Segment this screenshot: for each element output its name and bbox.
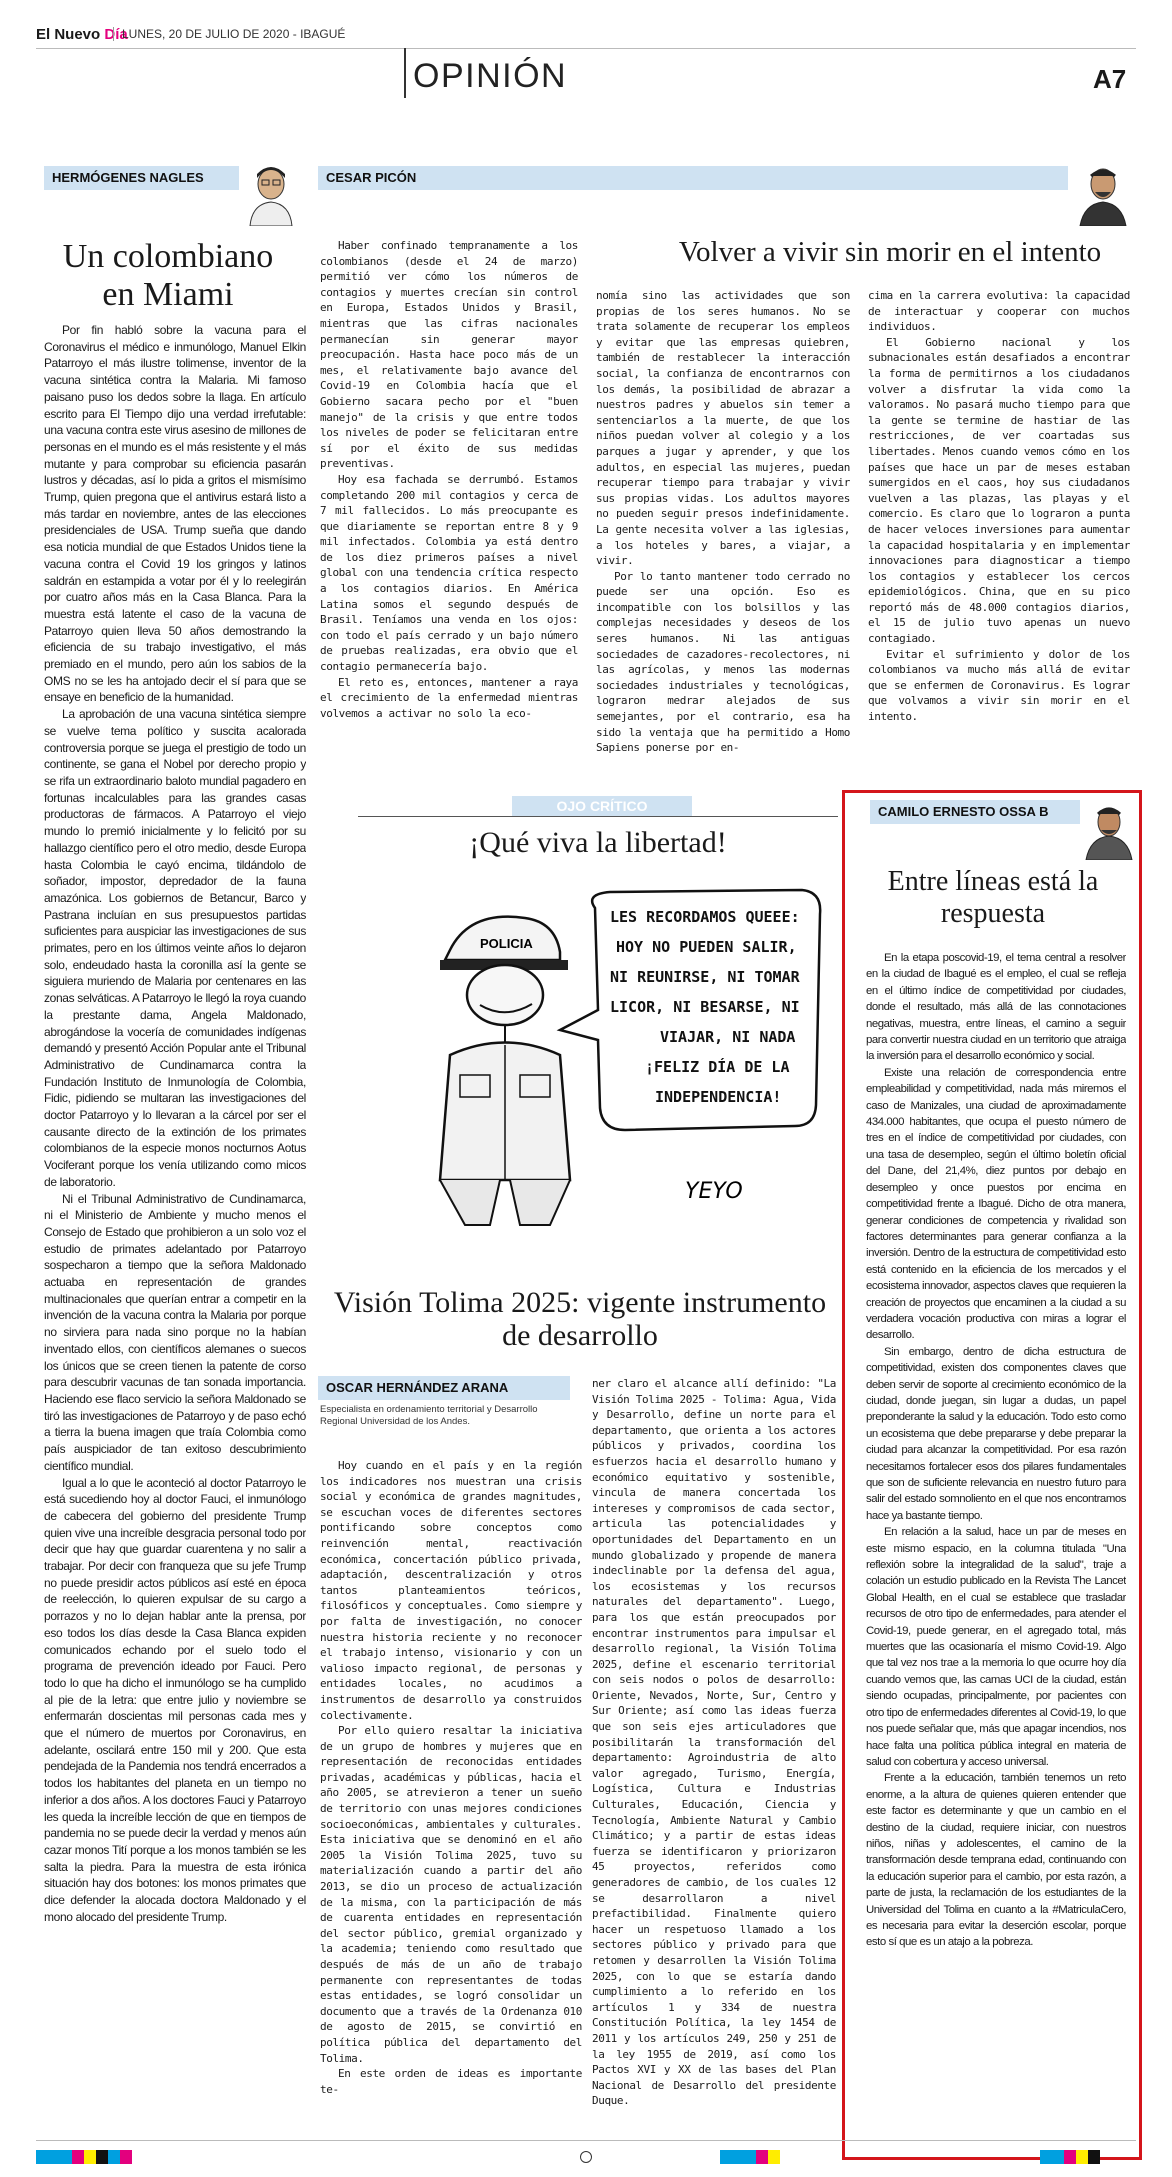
section-bracket	[404, 48, 406, 98]
bubble-line: VIAJAR, NI NADA	[660, 1028, 796, 1046]
paragraph: La aprobación de una vacuna sintética siempre se vuelve tema político y suscita acalorada controversia porque se juega el prestigio de todo un continente, se gana el Nobel por derecho propio y se rifa un extraordinario baloto mundial pagadero en fortunas incalculables para las grandes casas productoras de fármacos. A Patarroyo el viejo mundo lo premió inicialmente y lo felicitó por su hallazgo científico pero el otro medio, desde Europa hasta Colombia le cayó encima, tildándolo de soñador, impostor, depredador de la fauna amazónica. Los gobiernos de Betancur, Barco y Pastrana incluían en sus presupuestos partidas suficientes para auspiciar las investigaciones de sus primates, pero en los últimos veinte años lo dejaron solo, endeudado hasta la coronilla así la gente se siguiera muriendo de Malaria por centenares en las zonas selváticas. A Patarroyo le llegó la roya cuando la prestante dama, Angela Maldonado, abrogándose la vocería de comunidades indígenas demandó y presentó Acción Popular ante el Tribunal Administrativo de Cundinamarca contra la Fundación Instituto de Inmunología de Colombia, Fidic, pidiendo se multaran las investigaciones del doctor Patarroyo y lo llevaran a la cárcel por ser el causante directo de la extinción de los primates colombianos de la especie monos nocturnos Aotus Vociferant porque los venía utilizando como micos de laboratorio.	[44, 707, 306, 1189]
section-label-ojo-critico: OJO CRÍTICO	[512, 796, 692, 816]
article3-col1	[320, 1458, 582, 2128]
paragraph: El reto es, entonces, mantener a raya el crecimiento de la enfermedad mientras volvemos a activar no solo la eco-	[320, 675, 578, 720]
author-portrait	[1082, 800, 1136, 860]
cartoonist-signature: YEYO	[685, 1179, 743, 1204]
article2-col1	[320, 238, 578, 764]
cartoon-illustration	[410, 880, 830, 1240]
paragraph: nomía sino las actividades que son propias de los seres humanos. No se trata solamente de recuperar los empleos y evitar que las empresas quiebren, también de restablecer la interacción social, la confianza de encontrarnos con los demás, la posibilidad de abrazar a nuestros padres y abuelos sin temer a sentenciarlos a la muerte, de que los niños puedan volver al colegio y a los parques a jugar y aprender, y que los adultos, en especial las mujeres, puedan recuperar tiempo para trabajar y vivir sus propias vidas. Los adultos mayores no pueden seguir presos indefinidamente. La gente necesita volver a las iglesias, a los hoteles y bares, a viajar, a vivir.	[596, 289, 850, 568]
paragraph: Existe una relación de correspondencia entre empleabilidad y competitividad, nada más miremos el caso de Manizales, una ciudad de aproximadamente 434.000 habitantes, que ocupa el puesto número de tres en el índice de competitividad por ciudades, con una tasa de desempleo, según el último boletín oficial del Dane, del 21,4%, diez puntos por debajo en desempleo y once puestos por encima en competitividad frente a Ibagué. Dicho de otra manera, generar condiciones de competencia y rivalidad son factores determinantes para generar confianza a la inversión. Dentro de la estructura de competitividad esto está contenido en la eficiencia de los mercados y el ecosistema innovador, aspectos claves que requieren la creación de proyectos que encaminen a la ciudad a su verdadera vocación productiva con miras a lograr el desarrollo.	[866, 1066, 1126, 1342]
bubble-line: HOY NO PUEDEN SALIR,	[616, 938, 797, 956]
author-name: CESAR PICÓN	[326, 170, 417, 185]
paragraph: Evitar el sufrimiento y dolor de los colombianos va mucho más allá de evitar que se enfermen de Coronavirus. Es lograr que volvamos a vivir sin morir en el intento.	[868, 647, 1130, 724]
color-bar	[1088, 2150, 1100, 2164]
cap-text: POLICIA	[480, 936, 533, 951]
color-bar	[96, 2150, 108, 2164]
bubble-line: LICOR, NI BESARSE, NI	[610, 998, 800, 1016]
paragraph: El Gobierno nacional y los subnacionales están desafiados a encontrar la forma de permitirnos a los ciudadanos volver a disfrutar la vida como la valoramos. No pasará mucho tiempo para que la gente se termine de hastiar de las restricciones, de ver coartadas sus libertades. Menos cuando vemos cómo en los países que hace un par de meses estaban sumergidos en el caos, hoy sus ciudadanos vuelven a las plazas, las playas y el comercio. Es claro que lo lograron a punta de hacer veloces inversiones para aumentar la capacidad hospitalaria y en implementar innovaciones para diagnosticar a tiempo los contagios y establecer los cercos epidemiológicos. China, que en su pico reportó más de 48.000 contagios diarios, el 15 de julio tuvo apenas un nuevo contagiado.	[868, 335, 1130, 646]
dateline: LUNES, 20 DE JULIO DE 2020 - IBAGUÉ	[113, 27, 345, 41]
portrait-illustration	[244, 160, 298, 226]
paragraph: Por fin habló sobre la vacuna para el Coronavirus el médico e inmunólogo, Manuel Elkin Patarroyo el más ilustre tolimense, inventor de la vacuna sintética contra la Malaria. Mi famoso paisano puso los dedos sobre la llaga. En artículo escrito para El Tiempo dijo una verdad irrefutable: una vacuna contra este virus asesino de millones de personas en el mundo es el más resistente y el más mutante y para comprobar su eficiencia pasarán lustros y décadas, así lo pida a gritos el mismísimo Trump, quien pregona que el antivirus estará listo a más tardar en noviembre, antes de las elecciones presidenciales de USA. Trump sueña que dando esa noticia mundial de que Estados Unidos tiene la vacuna contra el Covid 19 los gringos y latinos saldrán en estampida a votar por él y lo reelegirán por cuatro años más en la Casa Blanca. Para la muestra está latente el caso de la vacuna de Patarroyo quien lleva 50 años demostrando la eficiencia de su trabajo investigativo, el más premiado en el mundo, pero aún los sabios de la OMS no se les ha antojado decir el sí para que se ensaye en beneficio de la humanidad.	[44, 323, 306, 705]
paragraph: Frente a la educación, también tenemos un reto enorme, a la altura de quienes quieren entender que este factor es determinante y que un cambio en el destino de la ciudad, requiere iniciar, con nuestros niños, niñas y adolescentes, el camino de la transformación desde temprana edad, continuando con la educación superior para el cambio, por esta razón, a parte de justa, la reclamación de los estudiantes de la Universidad del Tolima en cuanto a la #MatriculaCero, es necesaria para evitar la deserción escolar, porque esto sí que es un atajo a la pobreza.	[866, 1772, 1126, 1949]
author-name: CAMILO ERNESTO OSSA B	[878, 804, 1049, 819]
page-number: A7	[1093, 64, 1127, 94]
paragraph: Ni el Tribunal Administrativo de Cundinamarca, ni el Ministerio de Ambiente y mucho menos el Consejo de Estado que prohibieron a un solo voz el estudio de primates adelantado por Patarroyo sospecharon a tiempo que la señora Maldonado actuaba en representación de grandes multinacionales que querían entrar a competir en la invención de la vacuna contra la Malaria por porque no sirviera para nada sino porque no la habían inventado ellos, con científicos alemanes o suecos los únicos que se creen tienen la patente de corso para descubrir vacunas de tan sonada importancia. Haciendo ese flaco servicio la señora Maldonado se tiró las investigaciones de Patarroyo y de paso echó a tierra la buena imagen que traía Colombia como país auspiciador de tan exitoso descubrimiento científico mundial.	[44, 1191, 306, 1473]
divider	[358, 816, 838, 817]
color-bar	[768, 2150, 780, 2164]
paragraph: Haber confinado tempranamente a los colombianos (desde el 24 de marzo) permitió ver cómo los números de contagios y muertes crecían sin control en Europa, Estados Unidos y Brasil, mientras que las cifras nacionales permanecían sin generar mayor preocupación. Hasta hace poco más de un mes, el relativamente bajo avance del Covid-19 en Colombia hacía que el Gobierno sacara pecho por el "buen manejo" de la crisis y que entre todos los niveles de poder se felicitaran entre sí por el éxito de sus medidas preventivas.	[320, 239, 578, 471]
paragraph: Hoy esa fachada se derrumbó. Estamos completando 200 mil contagios y cerca de 7 mil fallecidos. Lo más preocupante es que diariamente se reportan entre 8 y 9 mil infectados. Colombia ya está dentro de los diez primeros países a nivel global con una tendencia crítica respecto a los contagios diarios. En América Latina somos el segundo después de Brasil. Teníamos una venda en los ojos: con todo el país cerrado y un bajo número de pruebas realizadas, era obvio que el contagio permanecería bajo.	[320, 472, 578, 674]
author-bio: Especialista en ordenamiento territorial y Desarrollo Regional Universidad de los Andes.	[320, 1404, 538, 1427]
portrait-illustration	[1076, 160, 1130, 226]
author-bar-cesar	[318, 166, 1068, 190]
color-bar	[1064, 2150, 1076, 2164]
bubble-line: ¡FELIZ DÍA DE LA	[645, 1058, 790, 1076]
paragraph: Hoy cuando en el país y en la región los indicadores nos muestran una crisis social y económica de grandes magnitudes, se escuchan voces de diferentes sectores pontificando sobre conceptos como reinvención mental, reactivación económica, concertación público privada, adaptación, descentralización y otros tantos planteamientos teóricos, filosóficos y conceptuales. Como siempre y por falta de investigación, no conocer nuestra historia reciente y no reconocer el trabajo intenso, visionario y con un valioso impacto regional, de personas y entidades locales, no acudimos a instrumentos de desarrollo ya construidos colectivamente.	[320, 1459, 582, 1722]
author-bar-oscar	[318, 1376, 570, 1400]
paragraph: En la etapa poscovid-19, el tema central a resolver en la ciudad de Ibagué es el empleo, el cual se refleja en el último índice de competitividad por ciudades, donde el resultado, más allá de las connotaciones negativas, muestra, entre líneas, el camino a seguir para convertir nuestra ciudad en un territorio que atraiga la inversión para el desarrollo económico y social.	[866, 952, 1126, 1063]
article4-body	[866, 950, 1126, 2146]
portrait-illustration	[1082, 800, 1136, 860]
paragraph: Por lo tanto mantener todo cerrado no puede ser una opción. Eso es incompatible con los bolsillos y las complejas necesidades y deseos de los seres humanos. Ni las antiguas sociedades de cazadores-recolectores, ni las agrícolas, y menos las modernas sociedades industriales y tecnológicas, lograron medrar alejados de sus semejantes, por el contrario, esa ha sido la ventaja que ha permitido a Homo Sapiens ponerse por en-	[596, 569, 850, 755]
logo-accent-text: Día	[104, 26, 128, 43]
color-bar	[36, 2150, 72, 2164]
police-cartoon	[410, 880, 830, 1240]
color-bar	[72, 2150, 84, 2164]
paragraph: Por ello quiero resaltar la iniciativa de un grupo de hombres y mujeres que en representación de reconocidas entidades privadas, académicas y públicas, hacia el año 2005, se atrevieron a tener un sueño de territorio con unas mejores condiciones socioeconómicas, ambientales y culturales. Esta iniciativa que se denominó en el año 2005 la Visión Tolima 2025, tuvo su materialización cuando a partir del año 2013, se dio un proceso de actualización de la misma, con la participación de más de cuarenta entidades en representación del sector público, gremial organizado y la academia; teniendo como resultado que después de más de un año de trabajo permanente con representantes de todas estas entidades, se logró consolidar un documento que a través de la Ordenanza 010 de agosto de 2015, se convirtió en política pública del departamento del Tolima.	[320, 1724, 582, 2065]
article2-col3	[868, 288, 1130, 764]
headline-vision-tolima: Visión Tolima 2025: vigente instrumento de desarrollo	[333, 1286, 827, 1352]
article3-col2	[592, 1376, 836, 2128]
color-bar	[720, 2150, 756, 2164]
color-bar	[120, 2150, 132, 2164]
masthead-rule	[36, 48, 1136, 49]
color-bar	[108, 2150, 120, 2164]
paragraph: En este orden de ideas es importante te-	[320, 2067, 582, 2096]
article1-body	[44, 322, 306, 2132]
headline-colombiano: Un colombiano en Miami	[62, 238, 274, 313]
bubble-line: LES RECORDAMOS QUEEE:	[610, 908, 800, 926]
footer-rule	[36, 2140, 1136, 2141]
author-bar-hermogenes	[44, 166, 239, 190]
paragraph: En relación a la salud, hace un par de meses en este mismo espacio, en la columna titulada "Una reflexión sobre la integralidad de la salud", traje a colación un estudio publicado en la Revista The Lancet Global Health, en el cual se establece que trasladar recursos de otro tipo de enfermedades, para atender el Covid-19, puede generar, en el agregado total, más muertes que las ocasionaría el mismo Covid-19. Algo que tal vez nos trae a la memoria lo que ocurre hoy día cuando vemos que, las camas UCI de la ciudad, están siendo ocupadas, principalmente, por pacientes con otro tipo de enfermedades diferentes al Covid-19, lo que nos puede señalar que, más que apagar incendios, nos hace falta una política pública integral en materia de salud con cobertura y acceso universal.	[866, 1526, 1126, 1768]
article2-col2	[596, 288, 850, 764]
paragraph: Sin embargo, dentro de dicha estructura de competitividad, existen dos componentes claves que deben servir de soporte al crecimiento económico de la ciudad, donde juegan, sin lugar a dudas, un papel preponderante la salud y la educación. Todo esto como un ecosistema que debe prepararse y debe preparar la ciudad para alcanzar la competitividad. Por esa razón necesitamos fortalecer esos dos pilares fundamentales que son de suficiente relevancia en nuestro futuro para salir del estado somnoliento en el que nos encontramos hace ya bastante tiempo.	[866, 1345, 1126, 1522]
paragraph: Igual a lo que le aconteció al doctor Patarroyo le está sucediendo hoy al doctor Fauci, el inmunólogo de cabecera del gobierno del presidente Trump quien vive una increíble desgracia personal todo por decir que hay que guardar cuarentena y no salir a trabajar. Por decir con franqueza que su jefe Trump no puede presidir actos públicos así esté en época de reelección, lo quieren expulsar de su cargo a porrazos y no lo dejan hablar ante la prensa, por eso todos los días desde la Casa Blanca expiden comunicados echando por el suelo todo el programa de prevención ideado por Fauci. Pero todo lo que ha dicho el inmunólogo se ha cumplido al pie de la letra: que entre julio y noviembre se enfermarán doscientas mil personas cada mes y que el número de muertos por Coronavirus, en adelante, oscilará entre 150 mil y 200. Que esta pendejada de la Pandemia nos tendrá encerrados a todos los habitantes del planeta en un tiempo no inferior a dos años. A los doctores Fauci y Patarroyo les queda la increíble lección de que en tiempos de pandemia no se puede decir la verdad y menos aún cazar monos Tití porque a los monos también se les salta la piedra. Para la muestra de esta irónica situación hay dos botones: los monos primates que dice defender la alocada doctora Maldonado y el mono alocado del presidente Trump.	[44, 1475, 306, 1924]
registration-mark-icon	[580, 2151, 592, 2163]
section-title: OPINIÓN	[413, 57, 568, 95]
color-bar	[1076, 2150, 1088, 2164]
cartoon-title: ¡Qué viva la libertad!	[469, 826, 727, 859]
author-portrait	[244, 160, 298, 226]
paragraph: cima en la carrera evolutiva: la capacidad de interactuar y cooperar con muchos individuos.	[868, 289, 1130, 334]
headline-volver: Volver a vivir sin morir en el intento	[678, 236, 1102, 268]
paragraph: ner claro el alcance allí definido: "La Visión Tolima 2025 - Tolima: Agua, Vida y Desarrollo, define un norte para el departamento, que orienta a los actores públicos y privados, coordina los esfuerzos hacia el desarrollo humano y económico equitativo y sostenible, vincula de manera concertada los intereses y compromisos de cada sector, articula las potencialidades y oportunidades del Departamento en un mundo globalizado y propende de manera indeclinable por la defensa del agua, los ecosistemas y los recursos naturales del departamento". Luego, para los que están preocupados por encontrar instrumentos para impulsar el desarrollo regional, la Visión Tolima 2025, define el escenario territorial con seis nodos o polos de desarrollo: Oriente, Nevados, Norte, Sur, Centro y Sur Oriente; así como las ideas fuerza que son seis ejes articuladores que posibilitarán la transformación del departamento: Agroindustria de alto valor agregado, Turismo, Energía, Logística, Cultura e Industrias Culturales, Educación, Ciencia y Tecnología, Ambiente Natural y Cambio Climático; y a partir de estas ideas fuerza se identificaron y priorizaron 45 proyectos, referidos como generadores de cambio, de los cuales 12 se desarrollaron a nivel prefactibilidad. Finalmente quiero hacer un respetuoso llamado a los sectores público y privado para que retomen y desarrollen la Visión Tolima 2025, con lo que se estaría dando cumplimiento a lo referido en los artículos 1 y 334 de nuestra Constitución Política, la ley 1454 de 2011 y los artículos 249, 250 y 251 de la ley 1955 de 2019, así como los Pactos XVI y XX de las bases del Plan Nacional de Desarrollo del presidente Duque.	[592, 1377, 836, 2108]
color-bar	[84, 2150, 96, 2164]
logo-text: El Nuevo	[36, 26, 105, 43]
author-bar-camilo	[870, 800, 1080, 824]
bubble-line: INDEPENDENCIA!	[655, 1088, 782, 1106]
color-bar	[756, 2150, 768, 2164]
headline-entre-lineas: Entre líneas está la respuesta	[887, 866, 1099, 929]
color-bar	[1040, 2150, 1064, 2164]
bubble-line: NI REUNIRSE, NI TOMAR	[610, 968, 800, 986]
author-name: OSCAR HERNÁNDEZ ARANA	[326, 1380, 509, 1395]
author-portrait	[1076, 160, 1130, 226]
author-name: HERMÓGENES NAGLES	[52, 170, 204, 185]
